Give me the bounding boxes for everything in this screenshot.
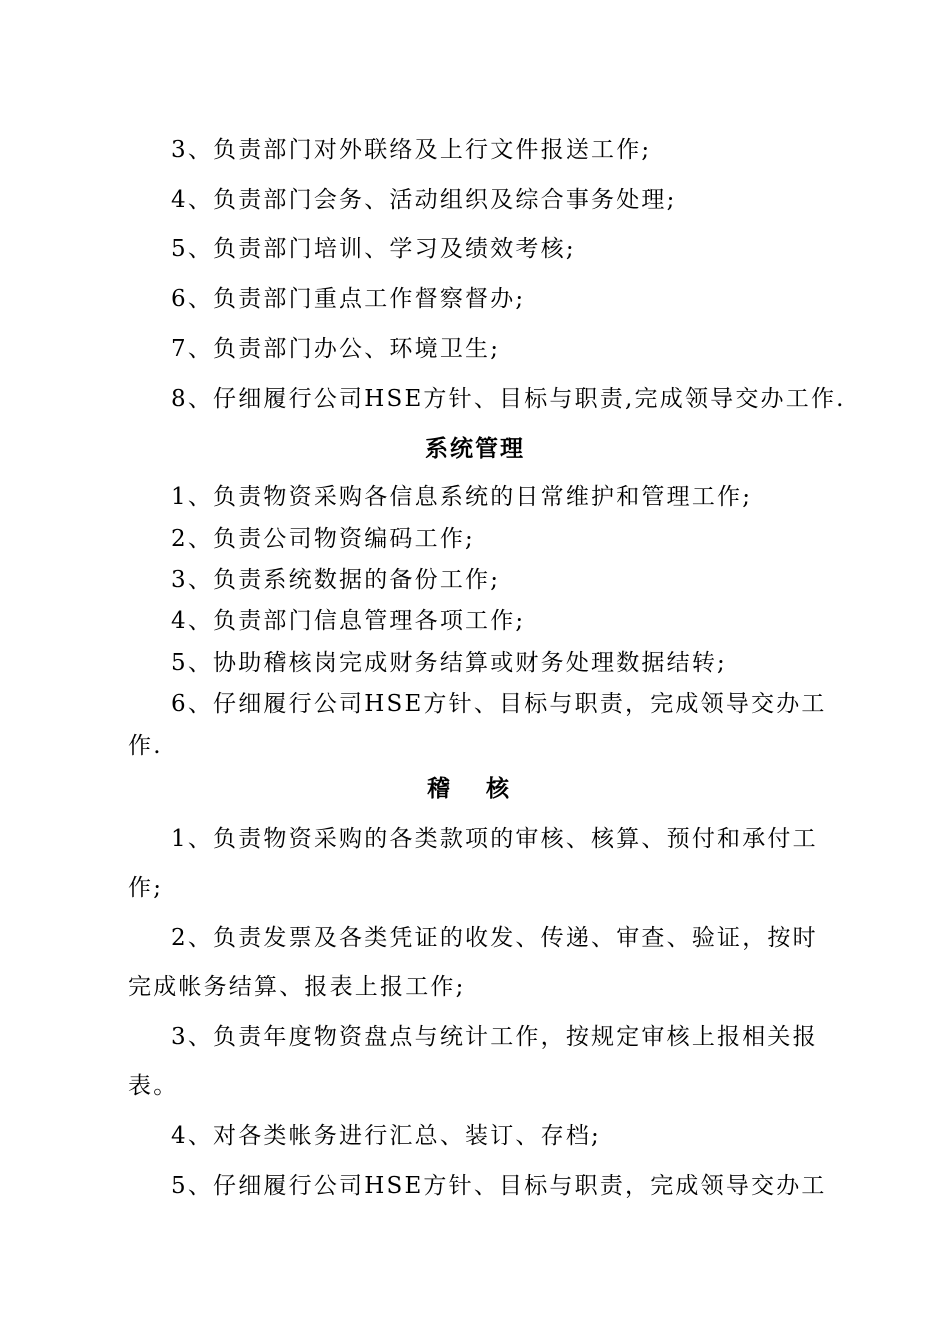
list-item: 4、负责部门会务、活动组织及综合事务处理;: [171, 187, 677, 213]
list-item: 5、协助稽核岗完成财务结算或财务处理数据结转;: [171, 650, 727, 676]
section-title-system-management: 系统管理: [425, 435, 525, 462]
list-item-continuation: 作.: [128, 733, 163, 759]
list-item: 4、对各类帐务进行汇总、装订、存档;: [171, 1123, 601, 1149]
list-item: 5、仔细履行公司HSE方针、目标与职责，完成领导交办工: [171, 1173, 827, 1199]
list-item: 7、负责部门办公、环境卫生;: [171, 336, 501, 362]
list-item: 6、仔细履行公司HSE方针、目标与职责，完成领导交办工: [171, 691, 827, 717]
list-item: 5、负责部门培训、学习及绩效考核;: [171, 236, 576, 262]
list-item: 2、负责发票及各类凭证的收发、传递、审查、验证，按时: [171, 925, 818, 951]
list-item-continuation: 完成帐务结算、报表上报工作;: [128, 974, 466, 1000]
list-item-continuation: 作;: [128, 875, 164, 901]
list-item: 4、负责部门信息管理各项工作;: [171, 608, 526, 634]
list-item: 2、负责公司物资编码工作;: [171, 526, 475, 552]
list-item: 6、负责部门重点工作督察督办;: [171, 286, 526, 312]
list-item: 1、负责物资采购的各类款项的审核、核算、预付和承付工: [171, 826, 818, 852]
list-item: 3、负责系统数据的备份工作;: [171, 567, 501, 593]
list-item: 3、负责年度物资盘点与统计工作，按规定审核上报相关报: [171, 1024, 818, 1050]
list-item: 1、负责物资采购各信息系统的日常维护和管理工作;: [171, 484, 753, 510]
section-title-audit: 稽 核: [426, 775, 523, 802]
list-item: 8、仔细履行公司HSE方针、目标与职责,完成领导交办工作.: [171, 386, 846, 412]
list-item: 3、负责部门对外联络及上行文件报送工作;: [171, 137, 652, 163]
list-item-continuation: 表。: [128, 1073, 179, 1099]
